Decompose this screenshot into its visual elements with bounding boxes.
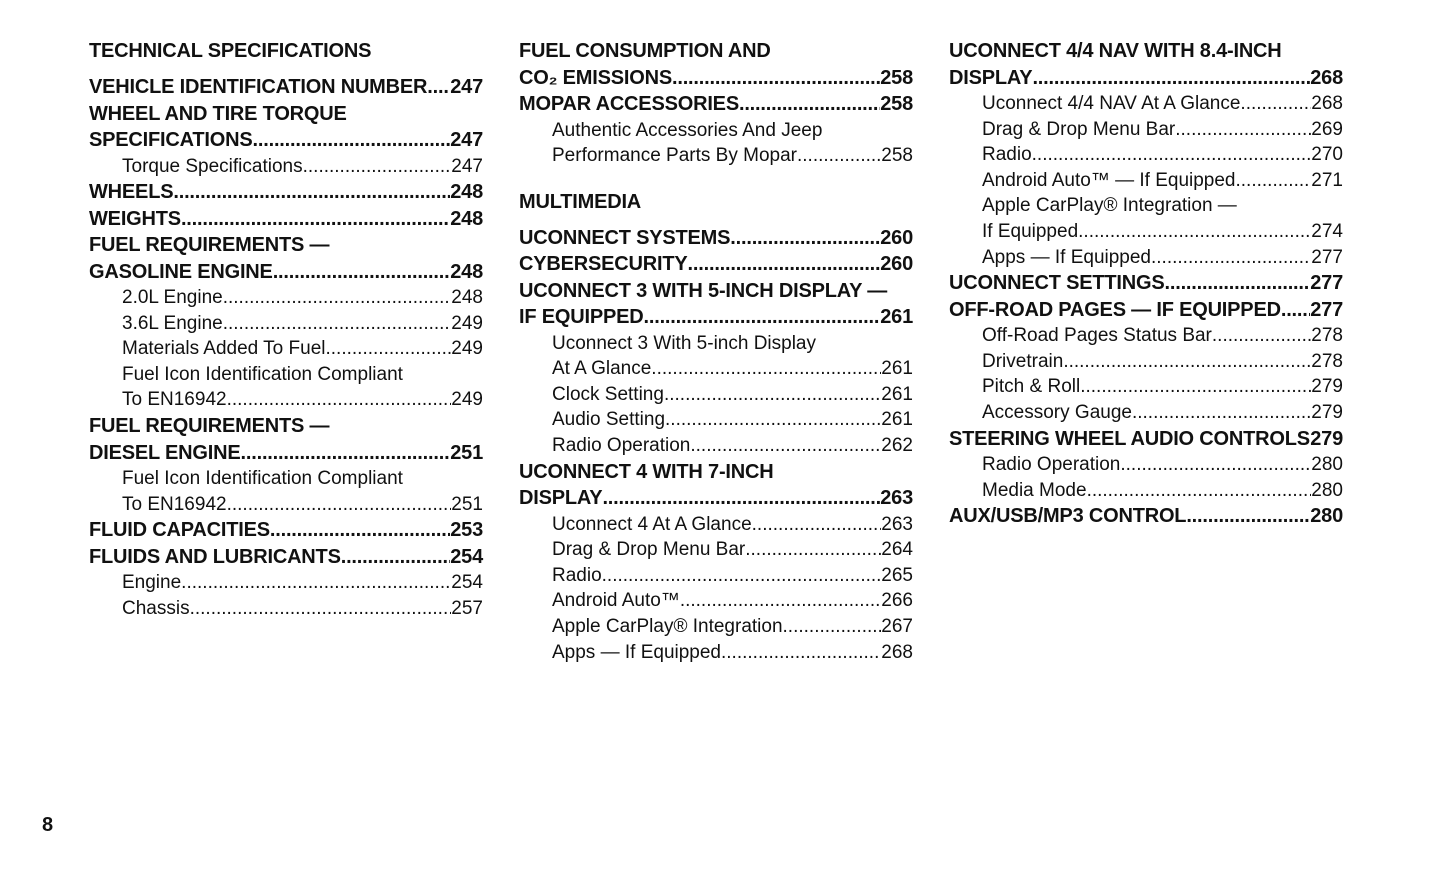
page-ref: 253: [450, 519, 483, 542]
entry-title: Engine: [122, 572, 182, 594]
dot-leader: [1175, 117, 1311, 143]
toc-column-2: [519, 38, 913, 665]
dot-leader: [602, 485, 880, 512]
toc-subentry[interactable]: [949, 142, 1343, 168]
dot-leader: [1165, 270, 1311, 297]
toc-subentry[interactable]: [89, 154, 483, 180]
entry-title: FUEL REQUIREMENTS —: [89, 415, 330, 438]
dot-leader: [227, 387, 452, 413]
entry-title: To EN16942: [122, 493, 227, 515]
dot-leader: [721, 640, 881, 666]
page-ref: 263: [880, 487, 913, 510]
page-ref: 268: [1311, 93, 1343, 114]
dot-leader: [1063, 349, 1311, 375]
toc-subentry[interactable]: [89, 336, 483, 362]
dot-leader: [1240, 91, 1311, 117]
entry-title: If Equipped: [982, 220, 1079, 242]
dot-leader: [303, 154, 452, 180]
toc-subentry[interactable]: [519, 512, 913, 538]
dot-leader: [270, 517, 450, 544]
dot-leader: [739, 91, 880, 118]
toc-subentry[interactable]: [519, 588, 913, 614]
dot-leader: [181, 570, 451, 596]
entry-title: Drivetrain: [982, 350, 1064, 372]
toc-entry[interactable]: [89, 544, 483, 571]
dot-leader: [1151, 245, 1311, 271]
toc-entry[interactable]: [519, 38, 913, 91]
entry-title: Chassis: [122, 597, 190, 619]
dot-leader: [341, 544, 451, 571]
entry-title: Apps — If Equipped: [982, 246, 1151, 268]
dot-leader: [1078, 219, 1311, 245]
page-ref: 277: [1311, 246, 1343, 268]
dot-leader: [664, 382, 881, 408]
page-ref: 270: [1311, 144, 1343, 166]
dot-leader: [1281, 297, 1310, 324]
page-ref: 274: [1311, 220, 1343, 242]
page-ref: 261: [880, 306, 913, 329]
page-ref: 261: [881, 383, 913, 405]
dot-leader: [644, 304, 881, 331]
page-ref: 248: [450, 181, 483, 204]
entry-title: Radio Operation: [982, 454, 1121, 476]
dot-leader: [427, 74, 450, 101]
page-ref: 271: [1311, 169, 1343, 191]
entry-title: UCONNECT 4 WITH 7-INCH: [519, 460, 774, 483]
dot-leader: [181, 206, 450, 233]
entry-title: Performance Parts By Mopar: [552, 145, 797, 167]
dot-leader: [1032, 65, 1310, 92]
entry-title: Radio: [982, 144, 1032, 166]
page-ref: 248: [450, 260, 483, 283]
page-number: 8: [42, 814, 54, 836]
dot-leader: [752, 512, 882, 538]
toc-entry[interactable]: [519, 251, 913, 278]
page-ref: 269: [1311, 118, 1343, 140]
toc-subentry[interactable]: [519, 433, 913, 459]
entry-title: 3.6L Engine: [122, 312, 223, 334]
entry-title: Android Auto™ — If Equipped: [982, 169, 1236, 191]
entry-title: FLUIDS AND LUBRICANTS: [89, 545, 341, 568]
dot-leader: [1080, 374, 1311, 400]
dot-leader: [783, 614, 882, 640]
page-ref: 264: [881, 539, 913, 561]
page-ref: 249: [451, 389, 483, 411]
entry-title: Fuel Icon Identification Compliant: [122, 468, 403, 490]
toc-subentry[interactable]: [519, 331, 913, 382]
entry-title: UCONNECT 4/4 NAV WITH 8.4-INCH: [949, 40, 1282, 62]
entry-title: UCONNECT SETTINGS: [949, 272, 1165, 295]
page-ref: 280: [1311, 479, 1343, 501]
page-ref: 277: [1310, 298, 1343, 321]
toc-entry[interactable]: [89, 413, 483, 466]
entry-title: DIESEL ENGINE: [89, 441, 241, 464]
entry-title: FLUID CAPACITIES: [89, 519, 270, 542]
entry-title: 2.0L Engine: [122, 287, 223, 309]
toc-subentry[interactable]: [89, 596, 483, 622]
dot-leader: [690, 433, 881, 459]
toc-subentry[interactable]: [949, 349, 1343, 375]
dot-leader: [223, 311, 452, 337]
page-ref: 248: [451, 287, 483, 309]
toc-entry[interactable]: [949, 270, 1343, 297]
section-heading: TECHNICAL SPECIFICATIONS: [89, 40, 372, 62]
toc-entry[interactable]: [949, 297, 1343, 324]
toc-subentry[interactable]: [949, 245, 1343, 271]
toc-column-3: [949, 38, 1343, 530]
page-ref: 279: [1311, 401, 1343, 423]
dot-leader: [1186, 503, 1310, 530]
page-ref: 280: [1310, 505, 1343, 528]
page-ref: 266: [881, 590, 913, 612]
page-ref: 258: [880, 93, 913, 115]
entry-title: Apps — If Equipped: [552, 641, 721, 663]
entry-title: IF EQUIPPED: [519, 306, 644, 329]
entry-title: To EN16942: [122, 389, 227, 411]
entry-title: Materials Added To Fuel: [122, 338, 326, 360]
toc-subentry[interactable]: [89, 311, 483, 337]
entry-title: STEERING WHEEL AUDIO CONTROLS: [949, 427, 1310, 450]
dot-leader: [273, 259, 451, 286]
toc-subentry[interactable]: [949, 117, 1343, 143]
page-ref: 265: [881, 564, 913, 586]
toc-entry[interactable]: [949, 38, 1343, 91]
toc-entry[interactable]: [519, 278, 913, 331]
page-ref: 277: [1310, 272, 1343, 295]
page-ref: 278: [1311, 325, 1343, 347]
page-ref: 280: [1311, 454, 1343, 476]
toc-subentry[interactable]: [519, 118, 913, 169]
dot-leader: [680, 588, 881, 614]
toc-subentry[interactable]: [949, 168, 1343, 194]
toc-subentry[interactable]: [89, 285, 483, 311]
entry-title: DISPLAY: [519, 487, 603, 510]
toc-entry[interactable]: [89, 206, 483, 233]
dot-leader: [1236, 168, 1312, 194]
toc-subentry[interactable]: [949, 400, 1343, 426]
dot-leader: [730, 225, 880, 252]
entry-title: GASOLINE ENGINE: [89, 260, 273, 283]
dot-leader: [223, 285, 452, 311]
entry-title: Off-Road Pages Status Bar: [982, 325, 1212, 347]
entry-title: DISPLAY: [949, 66, 1033, 89]
entry-title: UCONNECT SYSTEMS: [519, 226, 731, 249]
dot-leader: [688, 251, 881, 278]
toc-subentry[interactable]: [519, 563, 913, 589]
toc-entry[interactable]: [89, 179, 483, 206]
entry-title: WHEELS: [89, 181, 174, 204]
entry-title: FUEL REQUIREMENTS —: [89, 234, 330, 257]
dot-leader: [672, 65, 880, 92]
toc-subentry[interactable]: [519, 407, 913, 433]
dot-leader: [651, 356, 881, 382]
toc-subentry[interactable]: [949, 374, 1343, 400]
dot-leader: [665, 407, 881, 433]
toc-entry[interactable]: [519, 225, 913, 252]
page-ref: 261: [881, 409, 913, 431]
entry-title: Authentic Accessories And Jeep: [552, 119, 823, 141]
entry-title: AUX/USB/MP3 CONTROL: [949, 505, 1187, 528]
page-ref: 262: [881, 435, 913, 457]
toc-subentry[interactable]: [949, 323, 1343, 349]
dot-leader: [797, 143, 881, 169]
entry-title: At A Glance: [552, 358, 652, 380]
section-heading: MULTIMEDIA: [519, 190, 642, 213]
entry-title: Accessory Gauge: [982, 401, 1132, 423]
page-ref: 258: [880, 66, 913, 89]
page-ref: 247: [451, 155, 483, 177]
entry-title: CYBERSECURITY: [519, 253, 688, 276]
toc-subentry[interactable]: [519, 537, 913, 563]
toc-entry[interactable]: [89, 232, 483, 285]
page-ref: 263: [881, 513, 913, 535]
page-ref: 279: [1310, 427, 1343, 450]
page-ref: 248: [450, 207, 483, 230]
entry-title: Radio Operation: [552, 435, 691, 457]
entry-title: Apple CarPlay® Integration: [552, 616, 783, 638]
toc-entry[interactable]: [89, 101, 483, 154]
page-ref: 268: [1310, 66, 1343, 89]
page-ref: 251: [450, 441, 483, 464]
dot-leader: [253, 127, 451, 154]
entry-title: WHEEL AND TIRE TORQUE: [89, 102, 347, 125]
page-ref: 251: [451, 493, 483, 515]
page-ref: 268: [881, 641, 913, 663]
entry-title: Torque Specifications: [122, 155, 303, 177]
page-ref: 278: [1311, 350, 1343, 372]
entry-title: Audio Setting: [552, 409, 666, 431]
entry-title: Fuel Icon Identification Compliant: [122, 363, 403, 385]
dot-leader: [1120, 452, 1311, 478]
entry-title: MOPAR ACCESSORIES: [519, 93, 739, 115]
page-ref: 279: [1311, 376, 1343, 398]
dot-leader: [173, 179, 450, 206]
page-ref: 249: [451, 312, 483, 334]
entry-title: UCONNECT 3 WITH 5-INCH DISPLAY —: [519, 279, 888, 302]
entry-title: FUEL CONSUMPTION AND: [519, 40, 771, 62]
entry-title: SPECIFICATIONS: [89, 129, 253, 151]
entry-title: OFF-ROAD PAGES — IF EQUIPPED: [949, 298, 1281, 321]
toc-subentry[interactable]: [89, 466, 483, 517]
toc-subentry[interactable]: [89, 570, 483, 596]
dot-leader: [326, 336, 452, 362]
entry-title: Drag & Drop Menu Bar: [552, 539, 746, 561]
toc-entry[interactable]: [949, 503, 1343, 530]
page-ref: 254: [451, 572, 483, 594]
toc-subentry[interactable]: [949, 193, 1343, 244]
toc-column-1: [89, 38, 483, 621]
page-ref: 260: [880, 253, 913, 276]
dot-leader: [1032, 142, 1312, 168]
dot-leader: [1212, 323, 1311, 349]
entry-title: Pitch & Roll: [982, 376, 1081, 398]
dot-leader: [227, 492, 452, 518]
entry-title: Android Auto™: [552, 590, 680, 612]
entry-title: Uconnect 4/4 NAV At A Glance: [982, 93, 1241, 114]
entry-title: Media Mode: [982, 479, 1087, 501]
entry-title: Apple CarPlay® Integration —: [982, 195, 1237, 217]
dot-leader: [241, 440, 451, 467]
toc-entry[interactable]: [949, 426, 1343, 453]
page-ref: 249: [451, 338, 483, 360]
page-ref: 257: [451, 597, 483, 619]
entry-title: CO₂ EMISSIONS: [519, 66, 672, 89]
toc-subentry[interactable]: [949, 452, 1343, 478]
entry-title: WEIGHTS: [89, 207, 181, 230]
toc-entry[interactable]: [89, 517, 483, 544]
dot-leader: [602, 563, 882, 589]
page-ref: 267: [881, 616, 913, 638]
entry-title: VEHICLE IDENTIFICATION NUMBER: [89, 76, 428, 98]
toc-subentry[interactable]: [519, 614, 913, 640]
toc-subentry[interactable]: [949, 91, 1343, 117]
page-ref: 254: [450, 545, 483, 568]
page-ref: 247: [450, 129, 483, 151]
dot-leader: [1132, 400, 1311, 426]
entry-title: Clock Setting: [552, 383, 664, 405]
dot-leader: [1087, 478, 1312, 504]
toc-subentry[interactable]: [519, 640, 913, 666]
toc-subentry[interactable]: [89, 362, 483, 413]
dot-leader: [745, 537, 881, 563]
toc-subentry[interactable]: [949, 478, 1343, 504]
toc-subentry[interactable]: [519, 382, 913, 408]
page-ref: 247: [450, 76, 483, 98]
entry-title: Uconnect 3 With 5-inch Display: [552, 332, 816, 354]
toc-entry[interactable]: [519, 459, 913, 512]
entry-title: Radio: [552, 564, 602, 586]
entry-title: Uconnect 4 At A Glance: [552, 513, 752, 535]
toc-entry[interactable]: [89, 74, 483, 101]
page-ref: 260: [880, 226, 913, 249]
toc-entry[interactable]: [519, 91, 913, 118]
page-ref: 258: [881, 145, 913, 167]
page-ref: 261: [881, 358, 913, 380]
dot-leader: [190, 596, 452, 622]
entry-title: Drag & Drop Menu Bar: [982, 118, 1176, 140]
